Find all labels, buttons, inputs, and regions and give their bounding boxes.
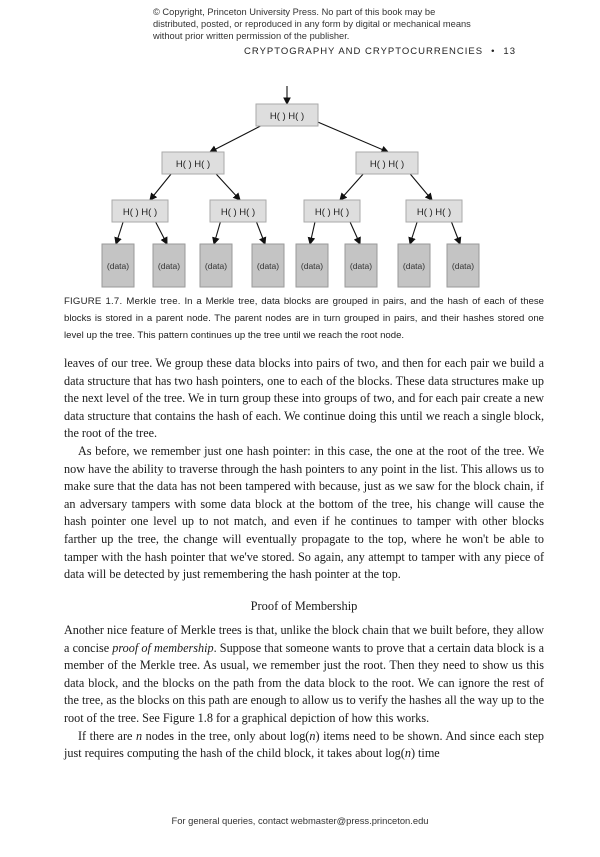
tree-node [210, 200, 266, 222]
data-block [296, 244, 328, 287]
data-block-label: (data) [451, 261, 475, 271]
data-block-label: (data) [402, 261, 426, 271]
math-variable: n [135, 728, 143, 743]
body-text-top [64, 355, 544, 584]
running-head [244, 46, 516, 57]
node-label: H( ) H( ) [122, 207, 158, 218]
node-label: H( ) H( ) [416, 207, 452, 218]
figure-caption [64, 293, 544, 344]
node-label: H( ) H( ) [269, 111, 305, 122]
node-label: H( ) H( ) [220, 207, 256, 218]
tree-node [112, 200, 168, 222]
data-block-label: (data) [349, 261, 373, 271]
paragraph-text: ) time [410, 746, 440, 761]
paragraph-text: Another nice feature of Merkle trees is that, unlike the block chain that we built before, they allow a concise [64, 623, 544, 655]
copyright-notice: © Copyright, Princeton University Press. No part of this book may be distributed, posted, or reproduced in any form by digital or mechanical means without prior written permission of the publisher. [153, 7, 471, 41]
paragraph-text: . Suppose that someone wants to prove that a certain data block is a member of the Merkle tree. As usual, we remember just the root. Then they need to show us this data block, and the blocks on the path from the data block to the root. We can ignore the rest of the tree, as the blocks on this path are enough to allow us to verify the hashes all the way up to the root of the tree. See Figure 1.8 for a graphical depiction of how this works. [64, 640, 544, 725]
data-block [102, 244, 134, 287]
paragraph: As before, we remember just one hash pointer: in this case, the one at the root of the tree. We now have the ability to traverse through the hash pointers to any point in the list. This allows us to make sure that the data has not been tampered with because, just as we saw for the block chain, if an adversary tampers with some data block at the bottom of the tree, his change will cause the hash pointer one level up to not match, and even if he continues to tamper with other blocks farther up the tree, the change will eventually propagate to the top, where he won't be able to tamper with the hash pointer that we've stored. So again, any attempt to tamper with any piece of data will be detected by just remembering the hash pointer at the top. [64, 443, 544, 582]
paragraph: leaves of our tree. We group these data blocks into pairs of two, and then for each pair we build a data structure that has two hash pointers, one to each of the blocks. These data structures make up the next level of the tree. We in turn group these into groups of two, and for each pair create a new data structure that contains the hash of each. We continue doing this until we reach a single block, the root of the tree. [64, 356, 544, 441]
data-block [447, 244, 479, 287]
paragraph [64, 728, 544, 763]
data-block-label: (data) [204, 261, 228, 271]
data-block-label: (data) [106, 261, 130, 271]
data-block [252, 244, 284, 287]
paragraph [64, 622, 544, 728]
paragraph-text: nodes in the tree, only about log( [142, 728, 310, 743]
node-label: H( ) H( ) [175, 159, 211, 170]
data-block-label: (data) [256, 261, 280, 271]
figure-caption-text: In a Merkle tree, data blocks are grouped in pairs, and the hash of each of these blocks is stored in a parent node. The parent nodes are in turn grouped in pairs, and their hashes stored one level up the tree. This pattern continues up the tree until we reach the root node. [64, 296, 545, 341]
footer-contact: For general queries, contact webmaster@press.princeton.edu [171, 815, 429, 826]
data-block [153, 244, 185, 287]
running-head-title: CRYPTOGRAPHY AND CRYPTOCURRENCIES [244, 46, 484, 57]
body-text-bottom [64, 622, 544, 763]
math-variable: n [309, 728, 316, 743]
paragraph-text: If there are [78, 728, 136, 743]
data-block-label: (data) [300, 261, 324, 271]
tree-node [162, 152, 224, 174]
data-block-label: (data) [157, 261, 181, 271]
merkle-tree-figure [0, 80, 600, 290]
math-variable: n [404, 746, 411, 761]
node-label: H( ) H( ) [369, 159, 405, 170]
tree-node [356, 152, 418, 174]
data-block [200, 244, 232, 287]
node-label: H( ) H( ) [314, 207, 350, 218]
tree-node-root [256, 104, 318, 126]
data-block [345, 244, 377, 287]
tree-node [406, 200, 462, 222]
data-block [398, 244, 430, 287]
tree-node [304, 200, 360, 222]
running-head-bullet: • [491, 46, 496, 57]
paragraph-text: ) items need to be shown. And since each step just requires computing the hash of the child block, it takes about log( [64, 728, 544, 761]
page-number: 13 [503, 46, 516, 57]
emphasis: proof of membership [112, 640, 214, 655]
figure-caption-label: FIGURE 1.7. Merkle tree. [64, 296, 181, 307]
section-heading: Proof of Membership [250, 599, 358, 613]
